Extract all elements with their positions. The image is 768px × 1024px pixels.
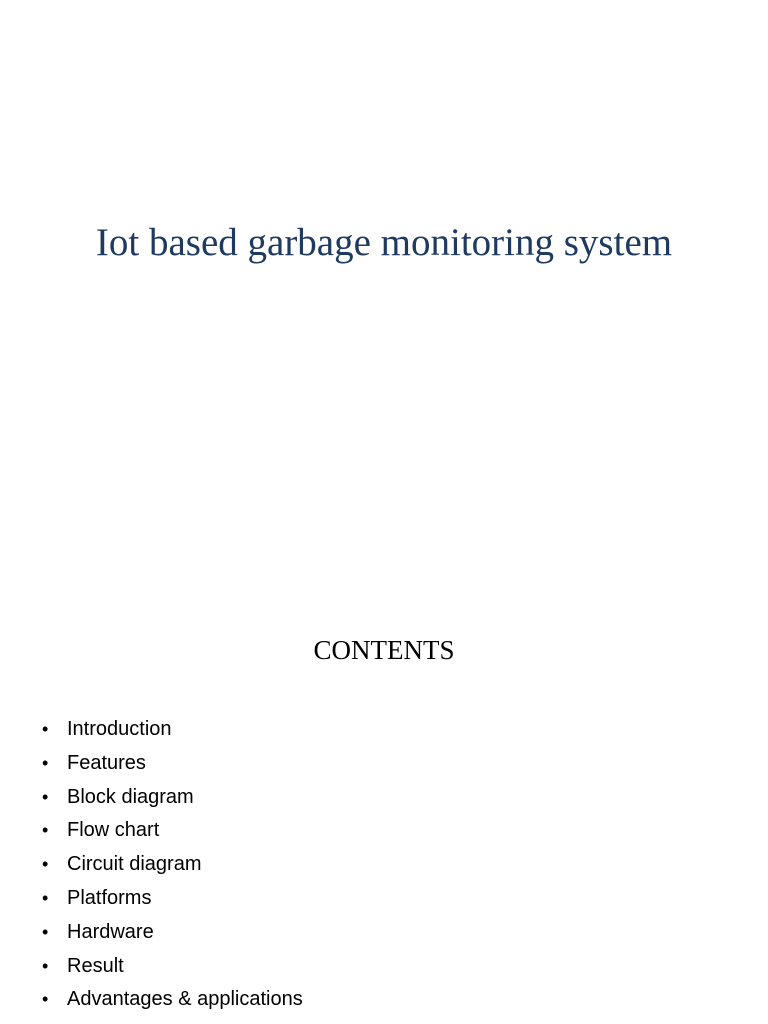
list-item-result	[42, 950, 303, 984]
list-item-label: Circuit diagram	[67, 853, 202, 876]
list-item-advantages-applications	[42, 983, 303, 1017]
list-item-block-diagram	[42, 781, 303, 815]
contents-heading: CONTENTS	[313, 635, 455, 665]
bullet-icon: •	[42, 854, 49, 875]
list-item-label: Hardware	[67, 920, 154, 943]
list-item-platforms	[42, 882, 303, 916]
list-item-label: Result	[67, 954, 124, 977]
list-item-flow-chart	[42, 814, 303, 848]
list-item-label: Flow chart	[67, 819, 160, 842]
list-item-label: Advantages & applications	[67, 988, 303, 1011]
contents-list	[42, 713, 303, 1017]
list-item-label: Introduction	[67, 718, 172, 740]
bullet-icon: •	[42, 921, 49, 942]
list-item-label: Block diagram	[67, 785, 194, 808]
bullet-icon: •	[42, 955, 49, 976]
bullet-icon: •	[42, 786, 49, 807]
bullet-icon: •	[42, 989, 49, 1010]
list-item-features	[42, 747, 303, 781]
bullet-icon: •	[42, 820, 49, 841]
list-item-hardware	[42, 916, 303, 950]
bullet-icon: •	[42, 719, 49, 739]
bullet-icon: •	[42, 887, 49, 908]
list-item-label: Platforms	[67, 886, 152, 909]
list-item-introduction	[42, 713, 303, 747]
list-item-label: Features	[67, 751, 146, 774]
bullet-icon: •	[42, 752, 49, 773]
slide-title: Iot based garbage monitoring system	[95, 221, 673, 264]
list-item-circuit-diagram	[42, 848, 303, 882]
